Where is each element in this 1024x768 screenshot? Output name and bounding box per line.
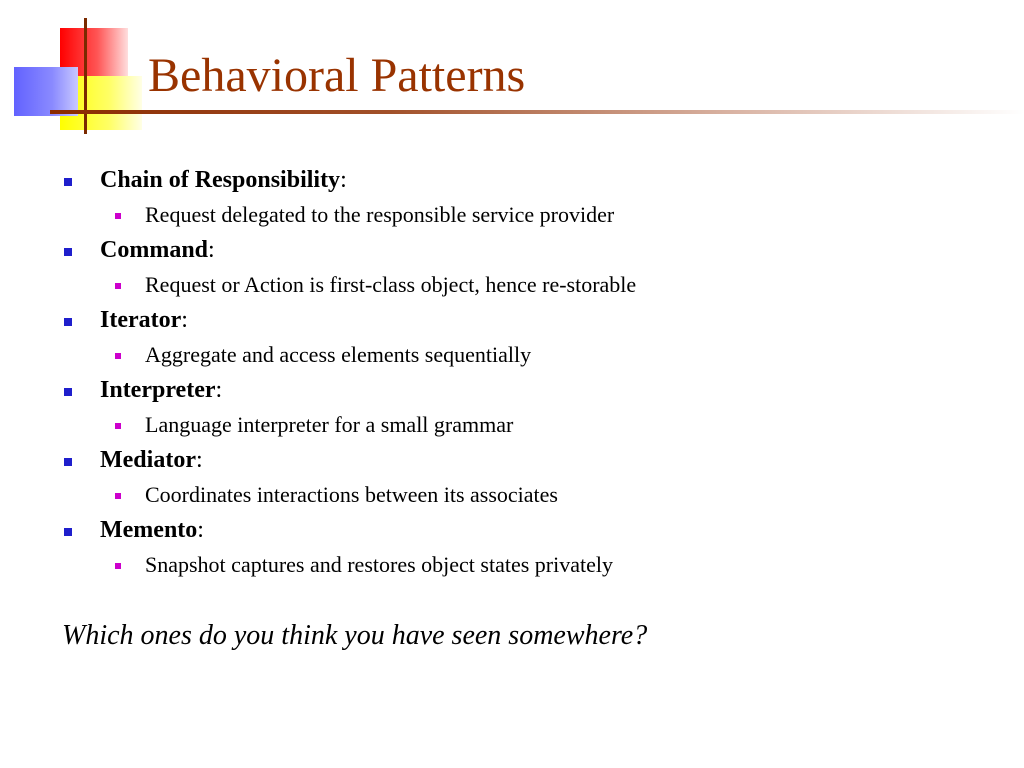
pattern-description: Request or Action is first-class object, hence re-storable: [145, 272, 637, 297]
closing-question: Which ones do you think you have seen somewhere?: [62, 620, 648, 651]
pattern-heading: [100, 236, 215, 264]
pattern-description: Coordinates interactions between its associates: [145, 482, 558, 507]
pattern-name: Memento: [100, 517, 198, 543]
level1-bullet: [64, 318, 72, 326]
pattern-heading: [100, 166, 347, 194]
pattern-heading: [100, 446, 203, 474]
level1-bullet: [64, 178, 72, 186]
level1-bullet: [64, 528, 72, 536]
level1-bullet: [64, 458, 72, 466]
slide-title: Behavioral Patterns: [148, 49, 526, 102]
level2-bullet: [115, 493, 121, 499]
level2-bullet: [115, 283, 121, 289]
pattern-colon: :: [181, 307, 188, 333]
pattern-heading: [100, 376, 222, 404]
pattern-description: Aggregate and access elements sequentially: [145, 342, 532, 367]
pattern-name: Chain of Responsibility: [100, 167, 341, 193]
pattern-description: Language interpreter for a small grammar: [145, 412, 514, 437]
level2-bullet: [115, 423, 121, 429]
pattern-description: Snapshot captures and restores object states privately: [145, 552, 613, 577]
pattern-name: Interpreter: [100, 377, 216, 403]
pattern-colon: :: [197, 517, 204, 543]
pattern-heading: [100, 516, 204, 544]
level2-bullet: [115, 213, 121, 219]
level2-bullet: [115, 563, 121, 569]
level1-bullet: [64, 388, 72, 396]
pattern-name: Mediator: [100, 447, 196, 473]
pattern-colon: :: [195, 447, 203, 473]
pattern-heading: [100, 306, 188, 334]
pattern-colon: :: [340, 167, 347, 193]
level1-bullet: [64, 248, 72, 256]
pattern-colon: :: [208, 237, 215, 263]
pattern-name: Command: [100, 237, 209, 263]
pattern-name: Iterator: [100, 307, 182, 333]
pattern-description: Request delegated to the responsible service provider: [145, 202, 615, 227]
pattern-colon: :: [215, 377, 223, 403]
level2-bullet: [115, 353, 121, 359]
